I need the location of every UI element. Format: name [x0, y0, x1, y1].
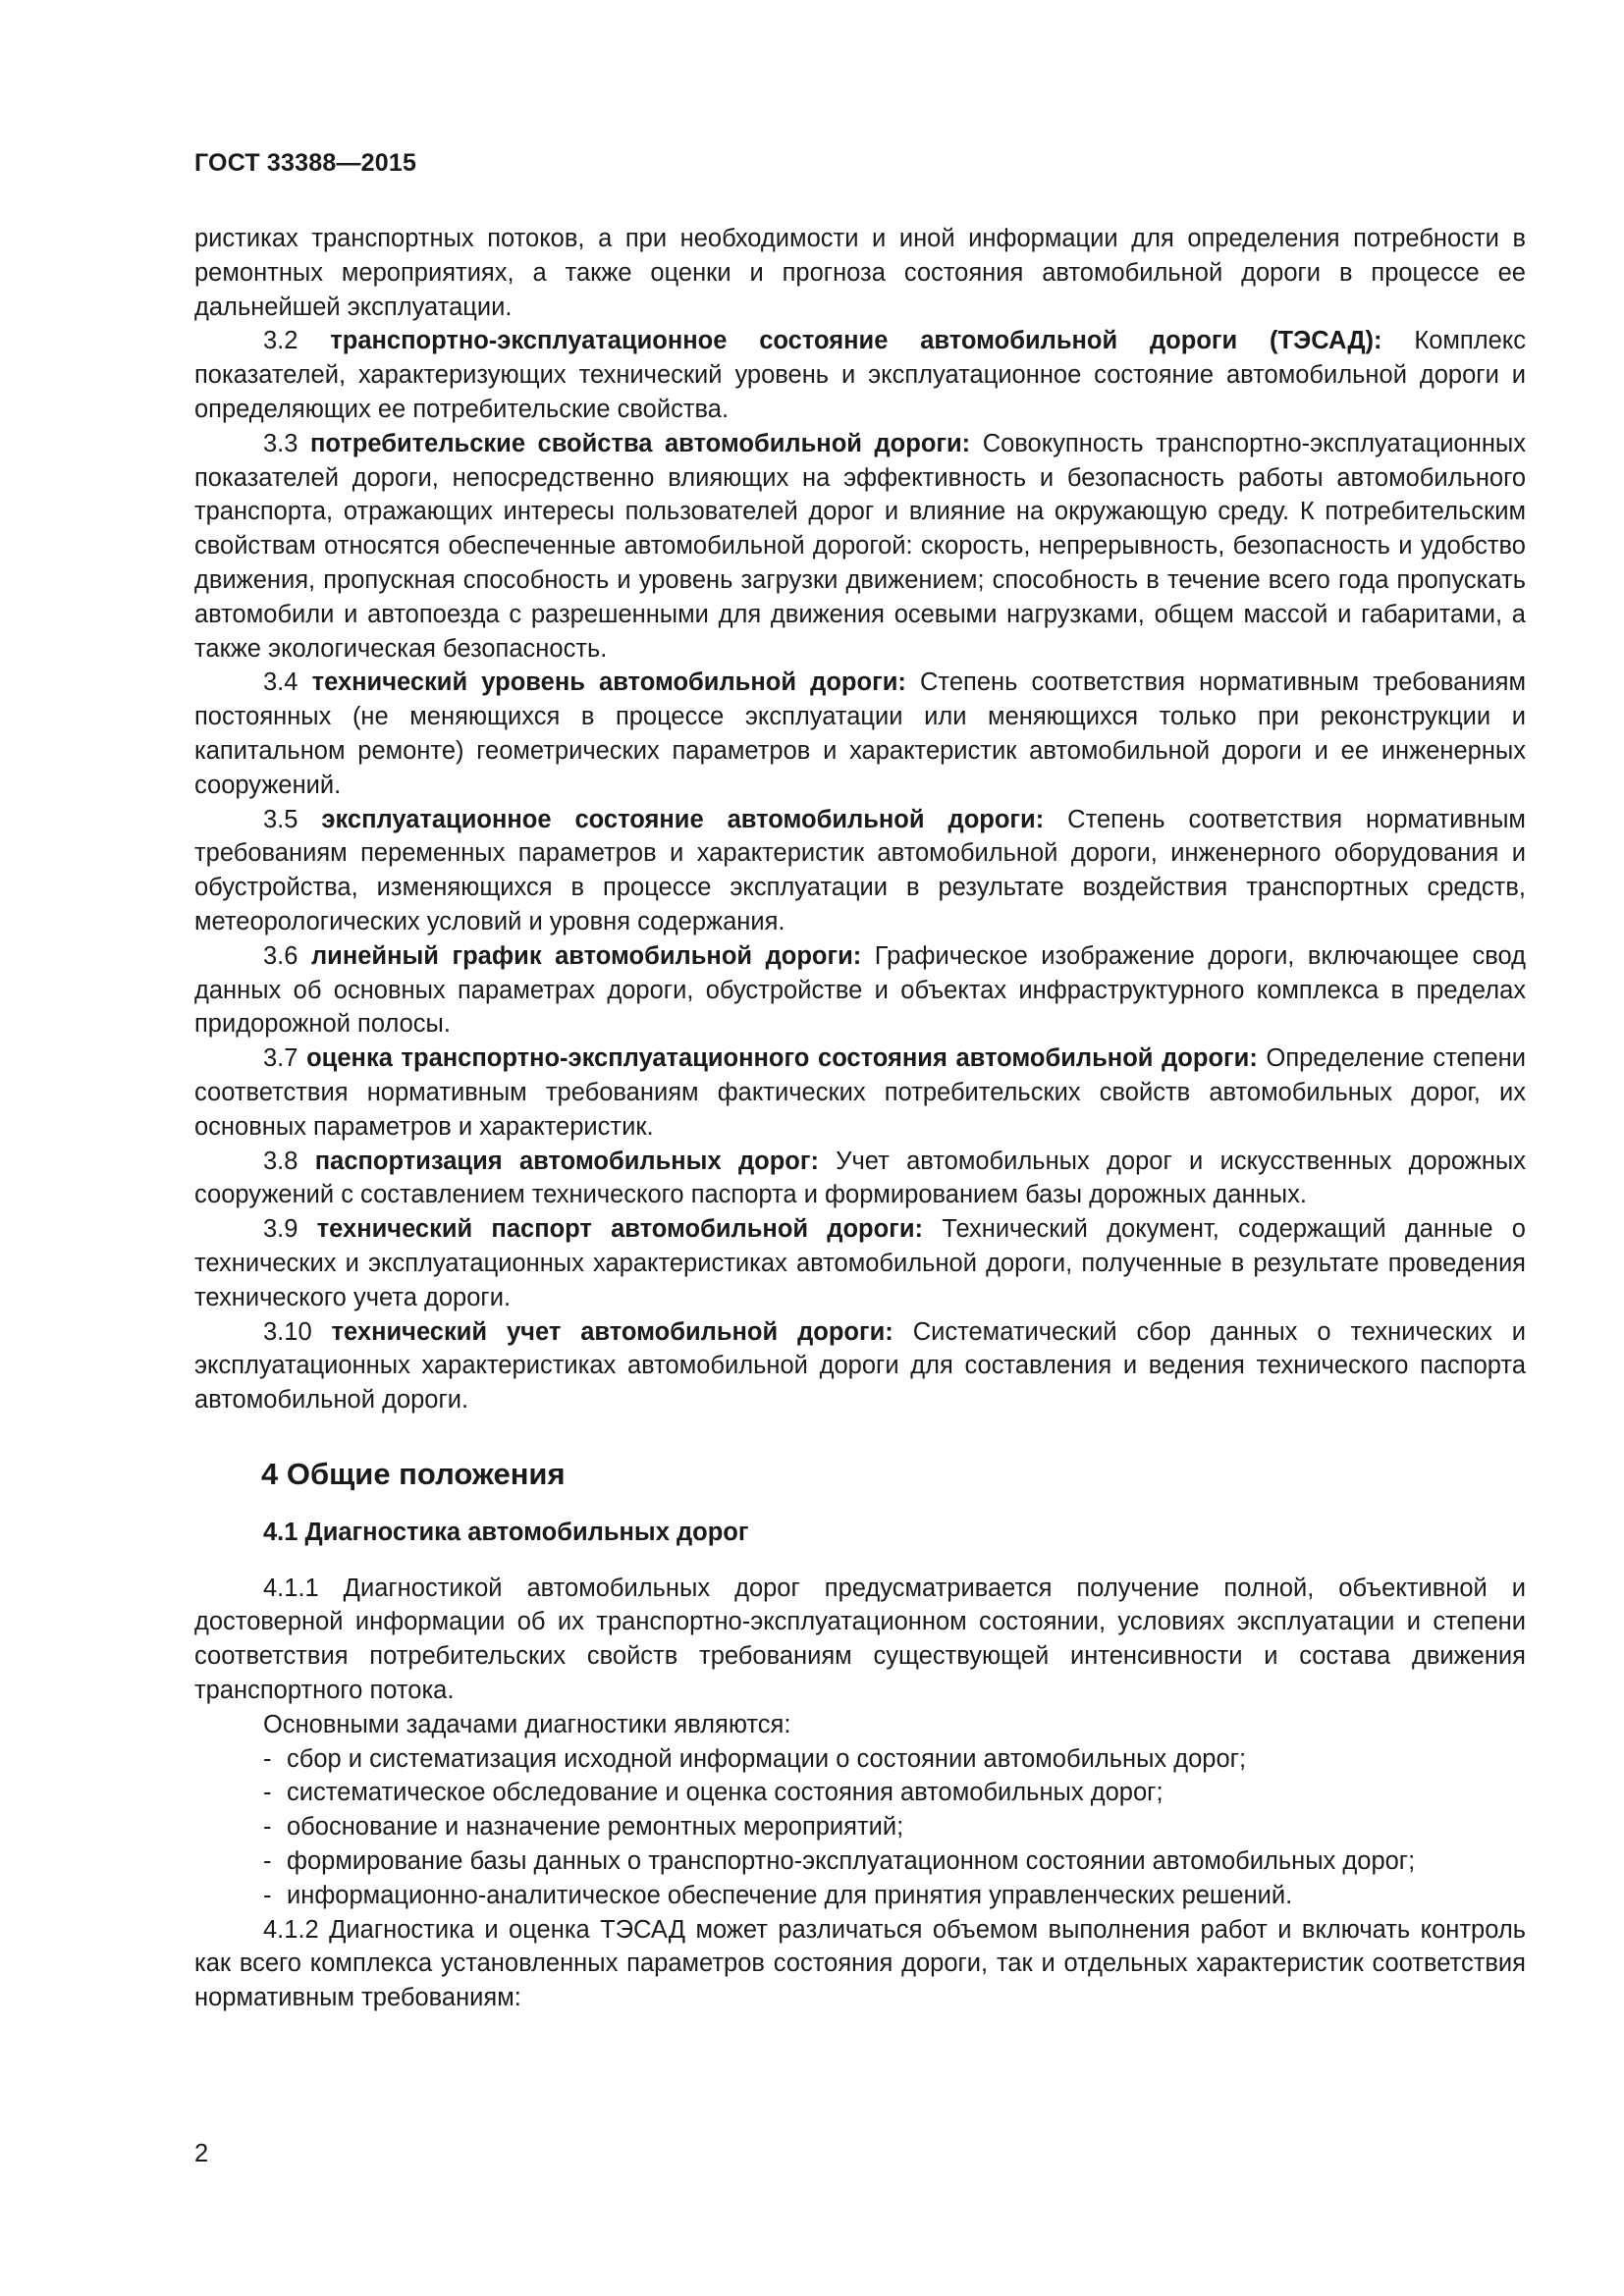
definition-text: Комплекс показателей, характеризующих технический уровень и эксплуатационное состояние автомобильной дороги и определяющих ее потребительские свойства.	[194, 327, 1526, 423]
definition-term: технический уровень автомобильной дороги:	[311, 668, 906, 697]
list-item-text: формирование базы данных о транспортно-эксплуатационном состоянии автомобильных дорог;	[287, 1847, 1416, 1876]
list-item	[194, 1776, 1526, 1810]
definition-3-6	[194, 939, 1526, 1041]
definition-number: 3.3	[263, 429, 298, 457]
definition-text: Совокупность транспортно-эксплуатационных показателей дороги, непосредственно влияющих на эффективность и безопасность работы автомобильного транспорта, отражающих интересы пользователей дорог и влияние на окружающую среду. К потребительским свойствам относятся обеспеченные автомобильной дорогой: скорость, непрерывность, безопасность и удобство движения, пропускная способность и уровень загрузки движением; способность в течение всего года пропускать автомобили и автопоезда с разрешенными для движения осевыми нагрузками, общем массой и габаритами, а также экологическая безопасность.	[194, 429, 1526, 663]
document-code-header: ГОСТ 33388—2015	[194, 149, 417, 177]
paragraph-4-1-2: 4.1.2 Диагностика и оценка ТЭСАД может различаться объемом выполнения работ и включать контроль как всего комплекса установленных параметров состояния дороги, так и отдельных характеристик соответствия нормативным требованиям:	[194, 1915, 1526, 2012]
definition-number: 3.6	[263, 941, 298, 970]
definition-3-5	[194, 803, 1526, 939]
list-dash: -	[263, 1779, 272, 1807]
list-item	[194, 1844, 1526, 1879]
list-item-text: сбор и систематизация исходной информации о состоянии автомобильных дорог;	[287, 1744, 1247, 1773]
definition-3-2	[194, 324, 1526, 426]
tasks-intro: Основными задачами диагностики являются:	[263, 1710, 791, 1738]
definition-number: 3.8	[263, 1147, 298, 1175]
paragraph-4-1-1: 4.1.1 Диагностикой автомобильных дорог предусматривается получение полной, объективной и достоверной информации об их транспортно-эксплуатационном состоянии, условиях эксплуатации и степени соответствия потребительских свойств требованиям существующей интенсивности и состава движения транспортного потока.	[194, 1574, 1526, 1705]
list-dash: -	[263, 1847, 272, 1876]
definition-3-8	[194, 1145, 1526, 1213]
definition-term: потребительские свойства автомобильной дороги:	[309, 429, 971, 457]
list-item-text: информационно-аналитическое обеспечение для принятия управленческих решений.	[287, 1881, 1293, 1909]
definition-number: 3.4	[263, 668, 298, 697]
definition-text: Систематический сбор данных о технических и эксплуатационных характеристиках автомобильной дороги для составления и ведения технического паспорта автомобильной дороги.	[194, 1317, 1526, 1415]
intro-continuation: ристиках транспортных потоков, а при необходимости и иной информации для определения потребности в ремонтных мероприятиях, а также оценки и прогноза состояния автомобильной дороги в процессе ее дальнейшей эксплуатации.	[194, 225, 1526, 321]
diagnostic-tasks-list	[194, 1742, 1526, 1913]
definition-term: оценка транспортно-эксплуатационного состояния автомобильной дороги:	[306, 1044, 1258, 1073]
list-item	[194, 1742, 1526, 1777]
definition-text: Степень соответствия нормативным требованиям постоянных (не меняющихся в процессе эксплуатации или меняющихся только при реконструкции и капитальном ремонте) геометрических параметров и характеристик автомобильной дороги и ее инженерных сооружений.	[194, 668, 1526, 799]
spacer	[194, 1417, 1526, 1455]
definition-3-10	[194, 1315, 1526, 1417]
definition-number: 3.5	[263, 805, 298, 833]
list-dash: -	[263, 1881, 272, 1909]
definition-term: линейный график автомобильной дороги:	[310, 941, 862, 970]
definition-number: 3.7	[263, 1044, 298, 1073]
definition-3-3	[194, 427, 1526, 667]
definition-term: технический учет автомобильной дороги:	[331, 1317, 893, 1346]
spacer	[194, 1550, 1526, 1572]
list-item	[194, 1879, 1526, 1913]
section-4-heading: 4 Общие положения	[261, 1456, 566, 1491]
definition-text: Степень соответствия нормативным требованиям переменных параметров и характеристик автомобильной дороги, инженерного оборудования и обустройства, изменяющихся в процессе эксплуатации в результате воздействия транспортных средств, метеорологических условий и уровня содержания.	[194, 805, 1526, 935]
definition-term: паспортизация автомобильных дорог:	[314, 1147, 819, 1175]
definition-term: транспортно-эксплуатационное состояние автомобильной дороги (ТЭСАД):	[330, 327, 1382, 355]
definition-number: 3.10	[263, 1317, 312, 1346]
definition-number: 3.2	[263, 327, 298, 355]
list-item-text: систематическое обследование и оценка состояния автомобильных дорог;	[287, 1779, 1164, 1807]
definition-term: эксплуатационное состояние автомобильной дороги:	[321, 805, 1045, 833]
definition-number: 3.9	[263, 1215, 298, 1244]
definition-3-9	[194, 1212, 1526, 1314]
list-item	[194, 1810, 1526, 1844]
subsection-4-1-heading: 4.1 Диагностика автомобильных дорог	[263, 1518, 749, 1546]
list-item-text: обоснование и назначение ремонтных мероприятий;	[287, 1813, 904, 1842]
list-dash: -	[263, 1744, 272, 1773]
definition-text: Учет автомобильных дорог и искусственных дорожных сооружений с составлением технического паспорта и формированием базы дорожных данных.	[194, 1147, 1527, 1209]
spacer	[194, 1494, 1526, 1516]
definition-3-7	[194, 1041, 1526, 1144]
definition-3-4	[194, 666, 1526, 802]
page-body	[194, 222, 1526, 2015]
list-dash: -	[263, 1813, 272, 1842]
definition-text: Определение степени соответствия нормативным требованиям фактических потребительских свойств автомобильных дорог, их основных параметров и характеристик.	[194, 1044, 1527, 1141]
definition-text: Технический документ, содержащий данные о технических и эксплуатационных характеристиках автомобильной дороги, полученные в результате проведения технического учета дороги.	[194, 1215, 1526, 1311]
definition-text: Графическое изображение дороги, включающее свод данных об основных параметрах дороги, обустройстве и объектах инфраструктурного комплекса в пределах придорожной полосы.	[194, 941, 1526, 1039]
definition-term: технический паспорт автомобильной дороги:	[316, 1215, 923, 1244]
page-number: 2	[194, 2140, 209, 2167]
